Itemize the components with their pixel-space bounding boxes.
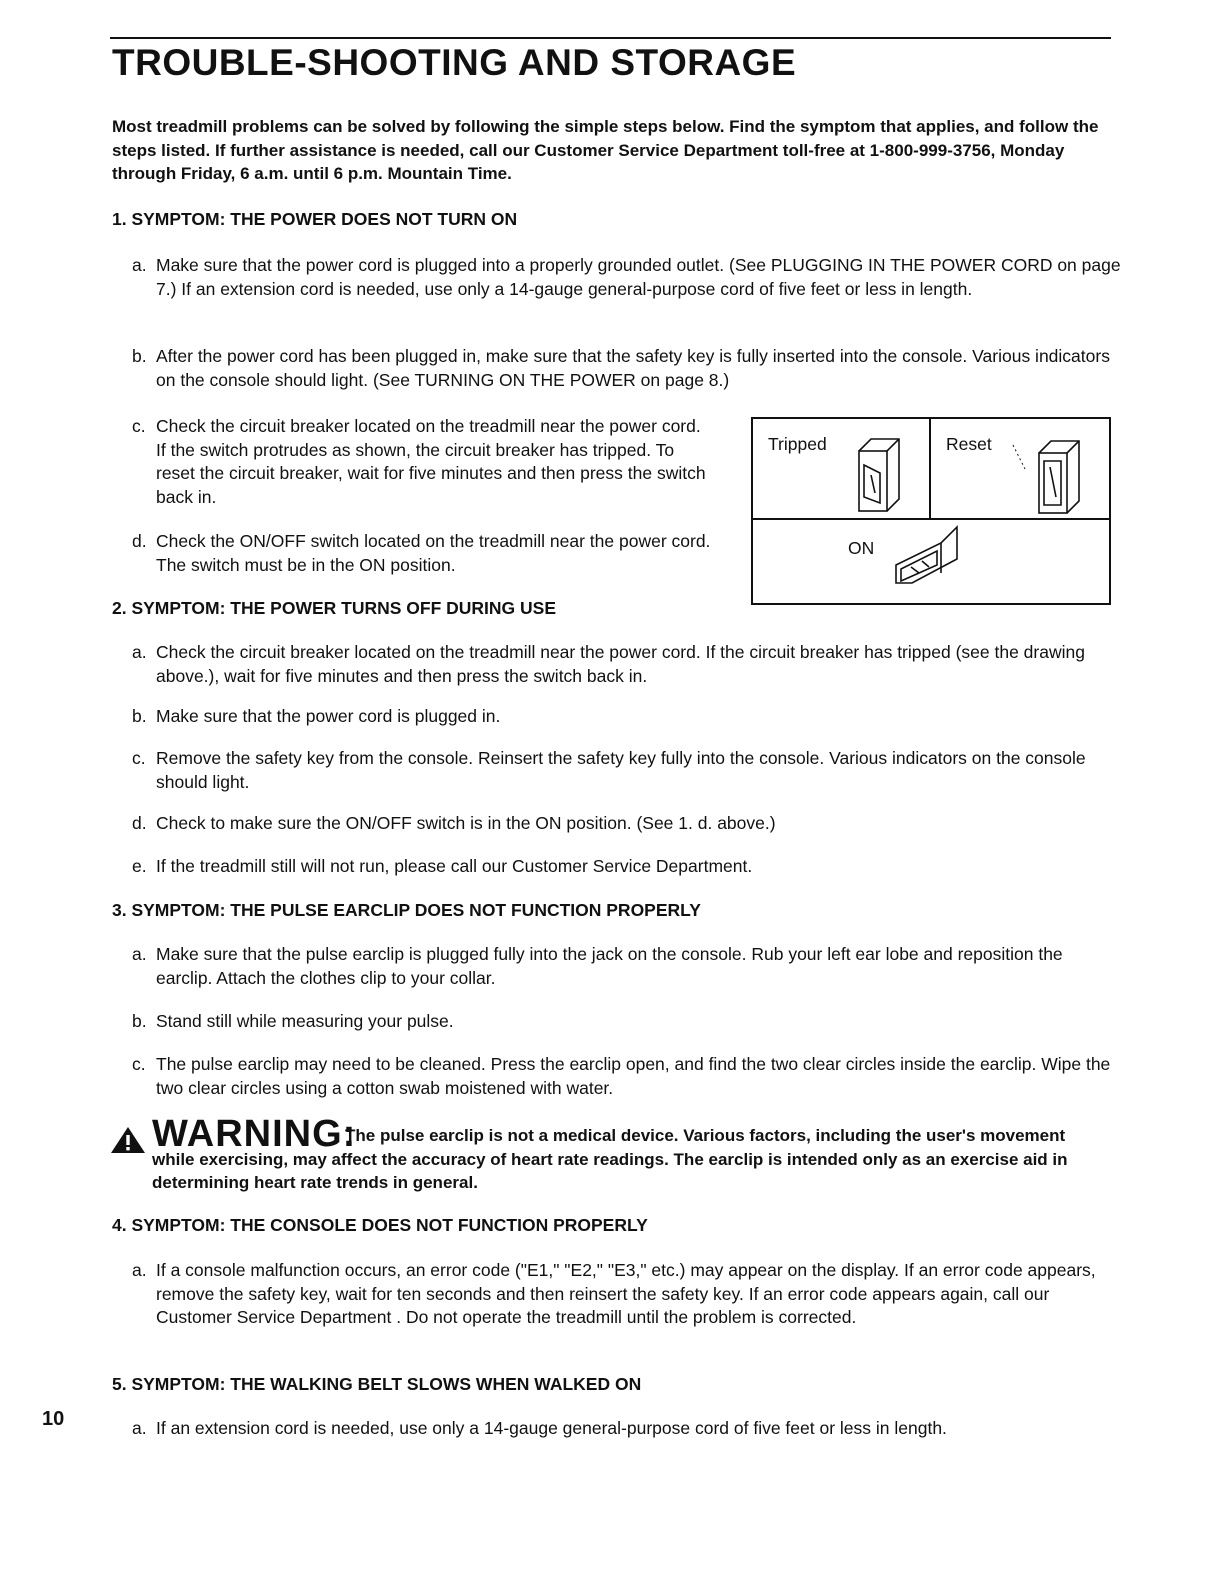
step-2e xyxy=(132,855,1122,879)
page-number: 10 xyxy=(42,1408,65,1430)
symptom-4-heading: 4. SYMPTOM: THE CONSOLE DOES NOT FUNCTION PROPERLY xyxy=(112,1215,648,1235)
step-3b xyxy=(132,1010,1122,1034)
step-text: Stand still while measuring your pulse. xyxy=(156,1011,454,1031)
symptom-2-heading: 2. SYMPTOM: THE POWER TURNS OFF DURING USE xyxy=(112,598,557,618)
step-text: If the treadmill still will not run, please call our Customer Service Department. xyxy=(156,856,753,876)
step-text: Make sure that the pulse earclip is plugged fully into the jack on the console. Rub your left ear lobe and reposition the earclip. Attach the clothes clip to your collar. xyxy=(156,944,1063,988)
step-letter: d. xyxy=(132,813,147,833)
step-letter: a. xyxy=(132,255,147,275)
step-1b xyxy=(132,345,1122,392)
step-letter: a. xyxy=(132,642,147,662)
page-title: TROUBLE-SHOOTING AND STORAGE xyxy=(112,42,797,83)
step-text: Check the circuit breaker located on the treadmill near the power cord. If the switch protrudes as shown, the circuit breaker has tripped. To reset the circuit breaker, wait for five minutes and then press the switch back in. xyxy=(156,416,706,507)
step-letter: e. xyxy=(132,856,147,876)
step-2b xyxy=(132,705,1122,729)
tripped-label: Tripped xyxy=(768,434,827,454)
breaker-switch-diagram xyxy=(751,417,1111,605)
symptom-1-heading: 1. SYMPTOM: THE POWER DOES NOT TURN ON xyxy=(112,209,518,229)
step-text: If an extension cord is needed, use only a 14-gauge general-purpose cord of five feet or less in length. xyxy=(156,1418,947,1438)
symptom-3-heading: 3. SYMPTOM: THE PULSE EARCLIP DOES NOT FUNCTION PROPERLY xyxy=(112,900,701,920)
warning-triangle-icon xyxy=(110,1126,146,1154)
step-text: Check the ON/OFF switch located on the treadmill near the power cord. The switch must be in the ON position. xyxy=(156,531,711,575)
step-letter: d. xyxy=(132,531,147,551)
step-letter: b. xyxy=(132,1011,147,1031)
top-rule xyxy=(110,37,1111,39)
step-text: Check the circuit breaker located on the treadmill near the power cord. If the circuit breaker has tripped (see the drawing above.), wait for five minutes and then press the switch back in. xyxy=(156,642,1085,686)
step-letter: a. xyxy=(132,1418,147,1438)
step-1c xyxy=(132,415,712,509)
step-text: Make sure that the power cord is plugged in. xyxy=(156,706,501,726)
step-3c xyxy=(132,1053,1122,1100)
step-5a xyxy=(132,1417,1122,1441)
reset-label: Reset xyxy=(946,434,992,454)
step-text: Check to make sure the ON/OFF switch is in the ON position. (See 1. d. above.) xyxy=(156,813,776,833)
step-2a xyxy=(132,641,1122,688)
warning-heading: WARNING: xyxy=(152,1113,357,1155)
step-letter: c. xyxy=(132,748,146,768)
step-3a xyxy=(132,943,1122,990)
step-letter: b. xyxy=(132,706,147,726)
step-text: The pulse earclip may need to be cleaned. Press the earclip open, and find the two clear circles inside the earclip. Wipe the two clear circles using a cotton swab moistened with water. xyxy=(156,1054,1111,1098)
step-text: If a console malfunction occurs, an error code ("E1," "E2," "E3," etc.) may appear on the display. If an error code appears, remove the safety key, wait for ten seconds and then reinsert the safety key. If an error code appears again, call our Customer Service Department . Do not operate the treadmill until the problem is corrected. xyxy=(156,1260,1096,1327)
step-1d xyxy=(132,530,712,577)
step-letter: c. xyxy=(132,1054,146,1074)
on-label: ON xyxy=(848,538,875,558)
step-letter: a. xyxy=(132,944,147,964)
step-text: Remove the safety key from the console. Reinsert the safety key fully into the console. Various indicators on the console should light. xyxy=(156,748,1086,792)
step-1a xyxy=(132,254,1122,301)
step-letter: a. xyxy=(132,1260,147,1280)
step-2d xyxy=(132,812,1122,836)
symptom-5-heading: 5. SYMPTOM: THE WALKING BELT SLOWS WHEN WALKED ON xyxy=(112,1374,642,1394)
step-text: After the power cord has been plugged in, make sure that the safety key is fully inserted into the console. Various indicators on the console should light. (See TURNING ON THE POWER on page 8.) xyxy=(156,346,1110,390)
step-text: Make sure that the power cord is plugged into a properly grounded outlet. (See PLUGGING IN THE POWER CORD on page 7.) If an extension cord is needed, use only a 14-gauge general-purpose cord of five feet or less in length. xyxy=(156,255,1121,299)
step-letter: c. xyxy=(132,416,146,436)
intro-paragraph: Most treadmill problems can be solved by following the simple steps below. Find the symptom that applies, and follow the steps listed. If further assistance is needed, call our Customer Service Department toll-free at 1-800-999-3756, Monday through Friday, 6 a.m. until 6 p.m. Mountain Time. xyxy=(112,117,1099,183)
step-letter: b. xyxy=(132,346,147,366)
step-4a xyxy=(132,1259,1122,1330)
warning-text: The pulse earclip is not a medical device. Various factors, including the user's movement while exercising, may affect the accuracy of heart rate readings. The earclip is intended only as an exercise aid in determining heart rate trends in general. xyxy=(152,1126,1068,1192)
step-2c xyxy=(132,747,1122,794)
